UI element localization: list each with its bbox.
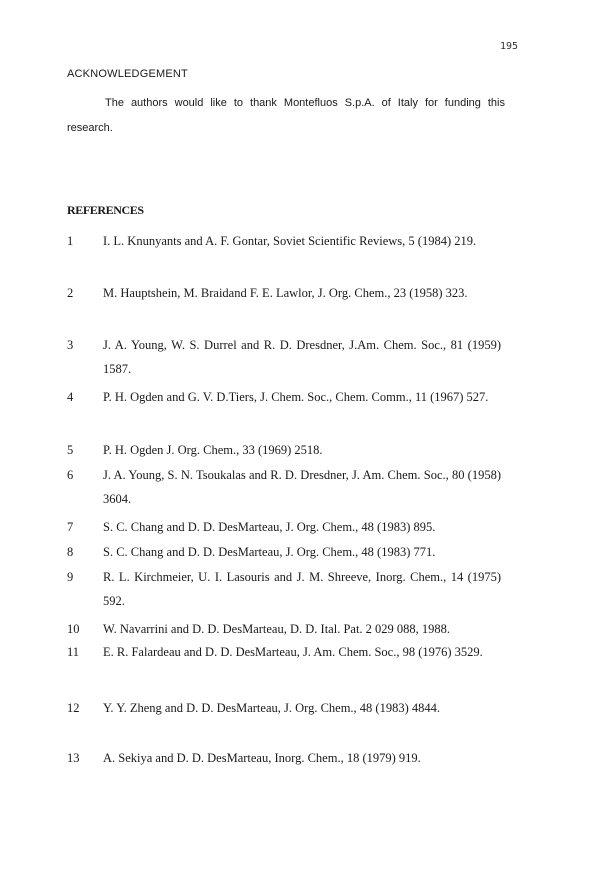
acknowledgement-heading: ACKNOWLEDGEMENT [67, 68, 188, 80]
reference-text: P. H. Ogden J. Org. Chem., 33 (1969) 2518. [103, 443, 323, 457]
reference-number: 10 [67, 622, 80, 636]
reference-text: W. Navarrini and D. D. DesMarteau, D. D. Ital. Pat. 2 029 088, 1988. [103, 622, 451, 636]
reference-number: 12 [67, 701, 80, 715]
reference-text: J. A. Young, S. N. Tsoukalas and R. D. Dresdner, J. Am. Chem. Soc., 80 (1958) 3604. [103, 468, 501, 506]
reference-text: I. L. Knunyants and A. F. Gontar, Soviet Scientific Reviews, 5 (1984) 219. [103, 234, 477, 248]
acknowledgement-body: The authors would like to thank Montefluos S.p.A. of Italy for funding this research. [67, 97, 505, 134]
reference-number: 4 [67, 390, 74, 404]
reference-text: Y. Y. Zheng and D. D. DesMarteau, J. Org. Chem., 48 (1983) 4844. [103, 701, 440, 715]
reference-text: M. Hauptshein, M. Braidand F. E. Lawlor, J. Org. Chem., 23 (1958) 323. [103, 286, 468, 300]
reference-number: 3 [67, 338, 74, 352]
reference-text: E. R. Falardeau and D. D. DesMarteau, J. Am. Chem. Soc., 98 (1976) 3529. [103, 645, 483, 659]
reference-number: 2 [67, 286, 74, 300]
reference-number: 11 [67, 645, 80, 659]
reference-text: J. A. Young, W. S. Durrel and R. D. Dresdner, J.Am. Chem. Soc., 81 (1959) 1587. [103, 338, 501, 376]
reference-number: 6 [67, 468, 74, 482]
reference-text: P. H. Ogden and G. V. D.Tiers, J. Chem. Soc., Chem. Comm., 11 (1967) 527. [103, 390, 489, 404]
reference-text: A. Sekiya and D. D. DesMarteau, Inorg. Chem., 18 (1979) 919. [103, 751, 421, 765]
reference-text: S. C. Chang and D. D. DesMarteau, J. Org. Chem., 48 (1983) 771. [103, 545, 436, 559]
reference-number: 9 [67, 570, 74, 584]
reference-number: 5 [67, 443, 74, 457]
reference-number: 7 [67, 520, 74, 534]
references-heading: REFERENCES [67, 203, 144, 217]
reference-text: S. C. Chang and D. D. DesMarteau, J. Org. Chem., 48 (1983) 895. [103, 520, 436, 534]
reference-number: 8 [67, 545, 74, 559]
page-number: 195 [500, 41, 519, 52]
reference-number: 1 [67, 234, 74, 248]
reference-text: R. L. Kirchmeier, U. I. Lasouris and J. M. Shreeve, Inorg. Chem., 14 (1975) 592. [103, 570, 501, 608]
reference-number: 13 [67, 751, 80, 765]
